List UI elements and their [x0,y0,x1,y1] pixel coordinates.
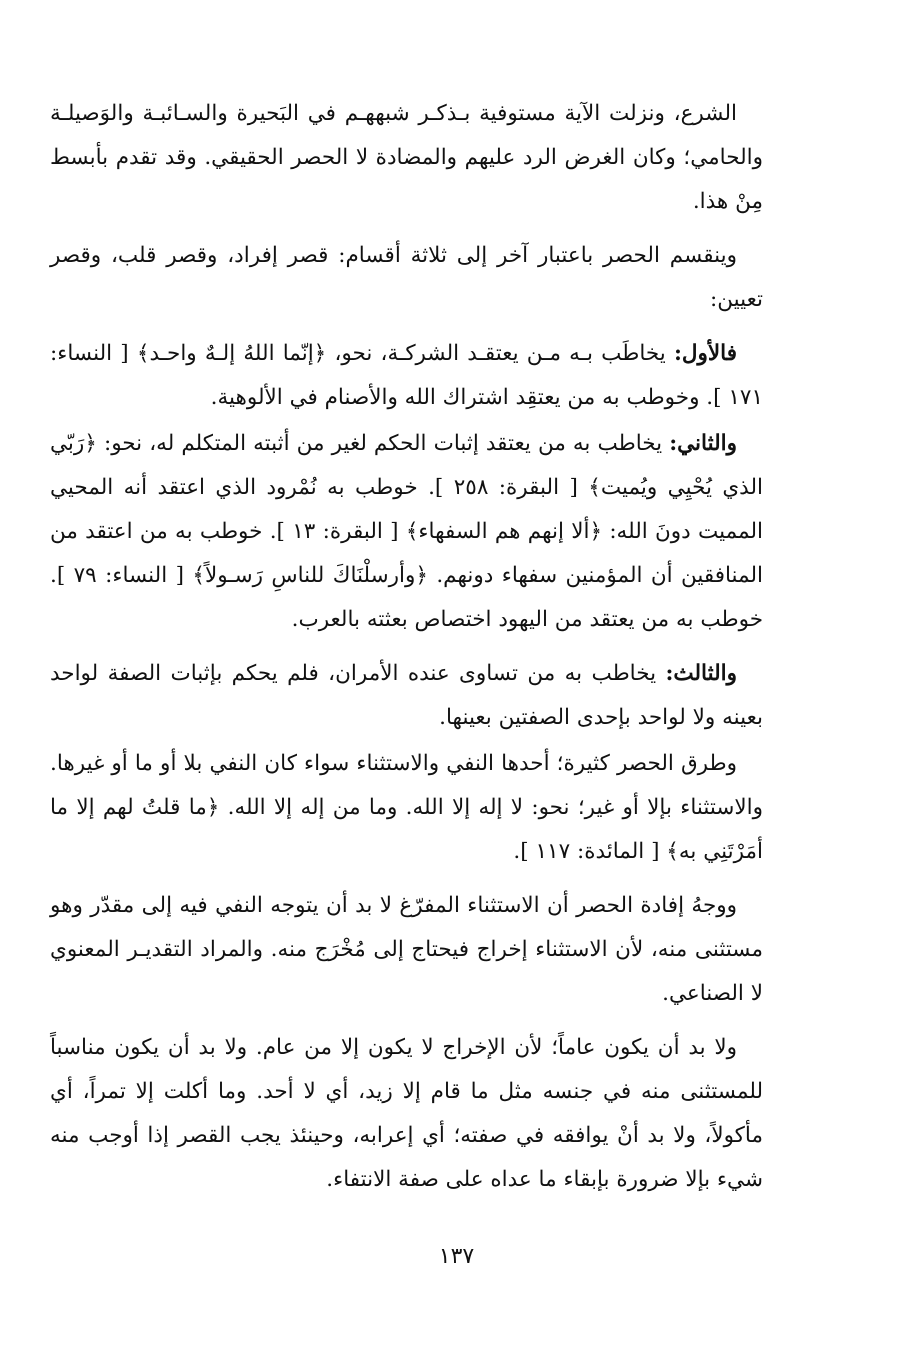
reasoning-text: ووجهُ إفادة الحصر أن الاستثناء المفرّغ لا بد أن يتوجه النفي فيه إلى مقدّر وهو مستثنى منه، لأن الاستثناء إخراج فيحتاج إلى مُخْرَج منه. والمراد التقديـر المعنوي لا الصناعي. [50,893,763,1006]
page-number: ١٣٧ [438,1244,475,1269]
paragraph-first-type [50,332,763,420]
body-text [50,92,763,1202]
methods-text: وطرق الحصر كثيرة؛ أحدها النفي والاستثناء سواء كان النفي بلا أو ما أو غيرها. والاستثناء بإلا أو غير؛ نحو: لا إله إلا الله. وما من إله إلا الله. ﴿ما قلتُ لهم إلا ما أمَرْتَنِي به﴾ [ المائدة: ١١٧ ]. [50,751,763,864]
first-type-text: يخاطَب بـه مـن يعتقـد الشركـة، نحو، ﴿إنّما اللهُ إلـهٌ واحـد﴾ [ النساء: ١٧١ ]. وخوطب به من يعتقِد اشتراك الله والأصنام في الألوهية. [50,341,763,410]
third-type-text: يخاطب به من تساوى عنده الأمران، فلم يحكم بإثبات الصفة لواحد بعينه ولا لواحد بإحدى الصفتين بعينها. [50,661,763,730]
paragraph-third-type [50,652,763,740]
paragraph-methods [50,742,763,874]
paragraph-2 [50,234,763,322]
second-type-text: يخاطب به من يعتقد إثبات الحكم لغير من أثبته المتكلم له، نحو: ﴿رَبّي الذي يُحْيِي ويُميت﴾ [ البقرة: ٢٥٨ ]. خوطب به نُمْرود الذي اعتقد أنه المحيي المميت دونَ الله: ﴿ألا إنهم هم السفهاء﴾ [ البقرة: ١٣ ]. خوطب به من اعتقد من المنافقين أن المؤمنين سفهاء دونهم. ﴿وأرسلْنَاكَ للناسِ رَسـولاً﴾ [ النساء: ٧٩ ]. خوطب به من يعتقد من اليهود اختصاص بعثته بالعرب. [50,431,764,632]
paragraph-reasoning [50,884,763,1016]
paragraph-conditions [50,1026,763,1202]
paragraph-2-text: وينقسم الحصر باعتبار آخر إلى ثلاثة أقسام: قصر إفراد، وقصر قلب، وقصر تعيين: [50,243,763,312]
second-type-lead: والثاني: [669,431,737,456]
conditions-text: ولا بد أن يكون عاماً؛ لأن الإخراج لا يكون إلا من عام. ولا بد أن يكون مناسباً للمستثنى منه في جنسه مثل ما قام إلا زيد، أي لا أحد. وما أكلت إلا تمراً، أي مأكولاً، ولا بد أنْ يوافقه في صفته؛ أي إعرابه، وحينئذ يجب القصر إذا أوجب منه شيء بإلا ضرورة بإبقاء ما عداه على صفة الانتفاء. [50,1035,763,1192]
paragraph-1-text: الشرع، ونزلت الآية مستوفية بـذكـر شبههـم في البَحيرة والسـائبـة والوَصيلـة والحامي؛ وكان الغرض الرد عليهم والمضادة لا الحصر الحقيقي. وقد تقدم بأبسط مِنْ هذا. [50,101,763,214]
first-type-lead: فالأول: [673,341,737,366]
paragraph-second-type [50,422,763,642]
third-type-lead: والثالث: [665,661,737,686]
paragraph-1 [50,92,763,224]
